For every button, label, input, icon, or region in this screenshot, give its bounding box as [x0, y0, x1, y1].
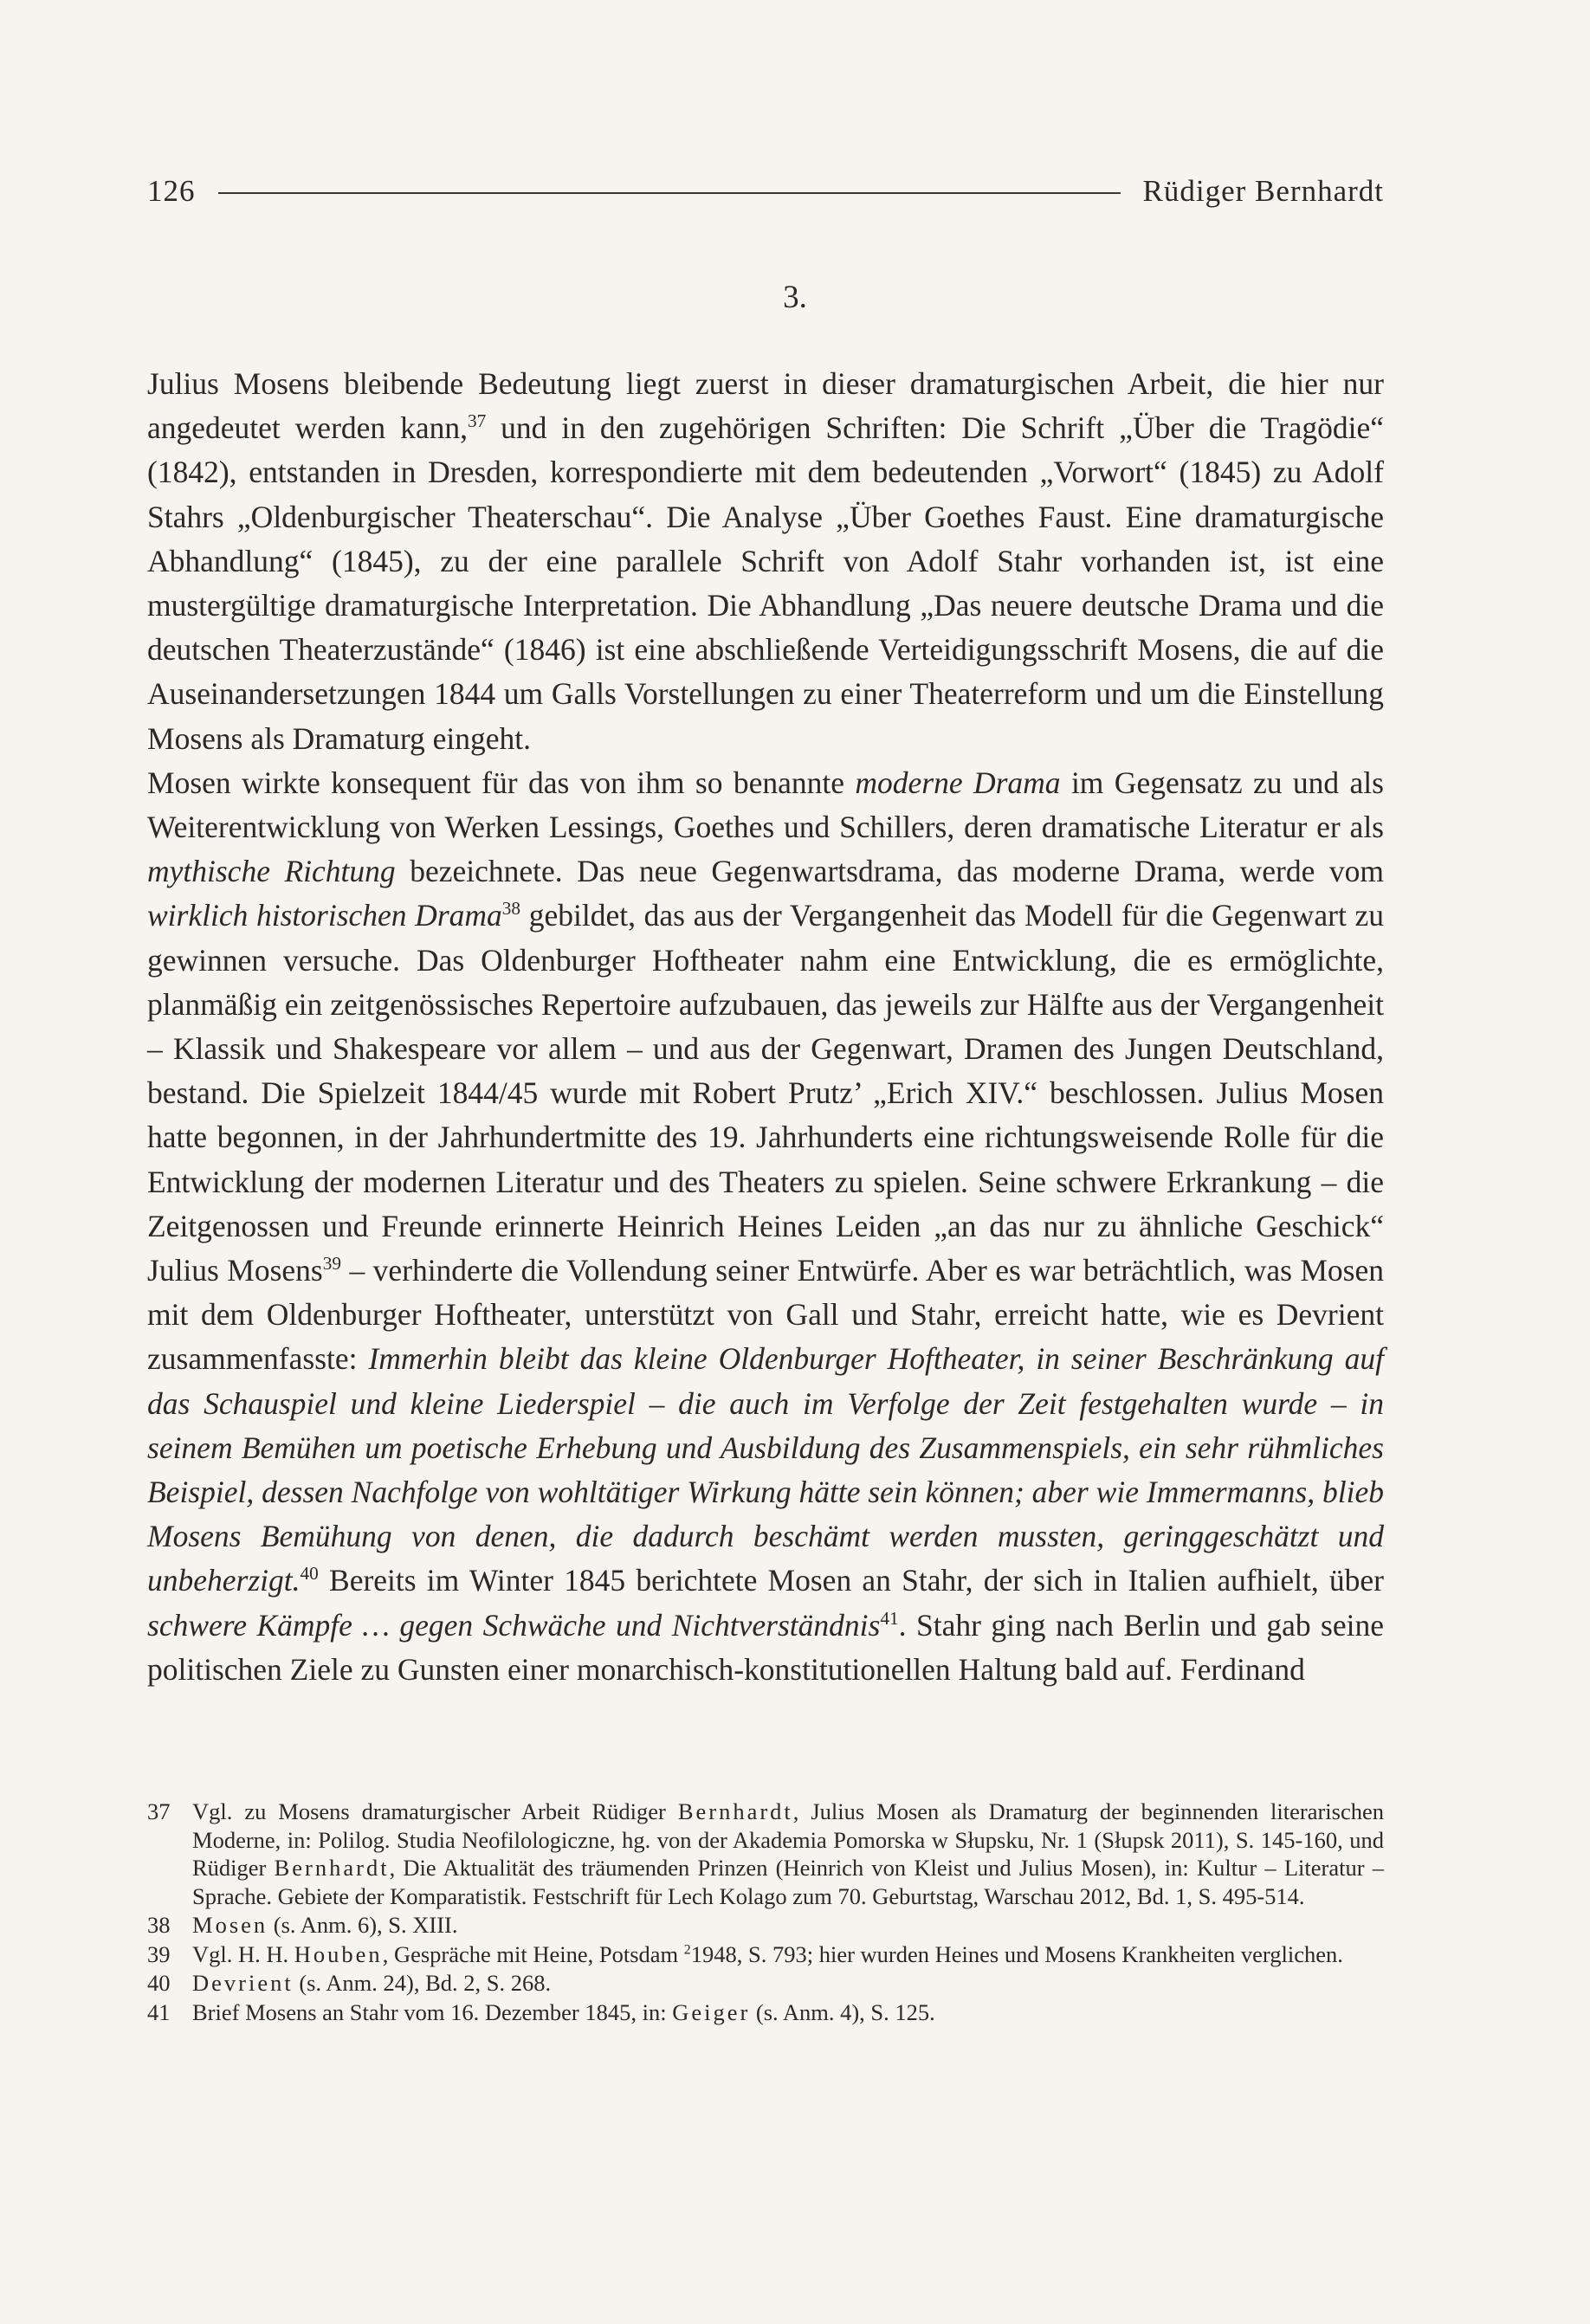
author-name: Devrient — [192, 1970, 294, 1996]
text-run: (s. Anm. 4), S. 125. — [750, 1998, 935, 2025]
text-run: Vgl. zu Mosens dramaturgischer Arbeit Rüdiger — [192, 1798, 678, 1824]
footnote-text — [192, 1798, 1384, 1910]
text-run: , Julius Mosen als Dramaturg der beginnenden literarischen Moderne, in: Polilog. Studia Neofilologiczne, hg. von der Akademia Pomorska w Słupsku, Nr. 1 (Słupsk 2011), S. 145-160, und Rüdiger — [192, 1798, 1384, 1881]
footnote-number: 39 — [147, 1940, 171, 1967]
footnote-ref: 40 — [300, 1563, 319, 1585]
text-run: Julius Mosens bleibende Bedeutung liegt zuerst in dieser dramaturgischen Arbeit, die hier nur angedeutet werden kann, — [147, 366, 1384, 446]
text-run: und in den zugehörigen Schriften: Die Schrift „Über die Tragödie“ (1842), entstanden in Dresden, korrespondierte mit dem bedeutenden „Vorwort“ (1845) zu Adolf Stahrs „Oldenburgischer Theaterschau“. Die Analyse „Über Goethes Faust. Eine dramaturgische Abhandlung“ (1845), zu der eine parallele Schrift von Adolf Stahr vorhanden ist, ist eine mustergültige dramaturgische Interpretation. Die Abhandlung „Das neuere deutsche Drama und die deutschen Theaterzustände“ (1846) ist eine abschließende Verteidigungsschrift Mosens, die auf die Auseinandersetzungen 1844 um Galls Vorstellungen zu einer Theaterreform und um die Einstellung Mosens als Dramaturg eingeht. — [147, 410, 1384, 756]
text-run: , Die Aktualität des träumenden Prinzen (Heinrich von Kleist und Julius Mosen), in: Kultur – Literatur – Sprache. Gebiete der Komparatistik. Festschrift für Lech Kolago zum 70. Geburtstag, Warschau 2012, Bd. 1, S. 495-514. — [192, 1855, 1385, 1909]
footnote-number: 38 — [147, 1912, 171, 1938]
footnote-number: 40 — [147, 1970, 171, 1996]
author-name: Bernhardt — [677, 1798, 793, 1824]
footnote-text — [192, 1940, 1384, 1969]
footnote-40 — [147, 1969, 1384, 1998]
author-name: Houben — [294, 1940, 383, 1967]
footnote-ref: 39 — [322, 1253, 342, 1275]
footnote-ref: 38 — [501, 898, 521, 920]
footnote-ref: 41 — [880, 1607, 899, 1629]
text-run: Vgl. H. H. — [192, 1940, 294, 1967]
edition-superscript: 2 — [683, 1941, 691, 1957]
page-number: 126 — [147, 174, 196, 208]
text-run: , Gespräche mit Heine, Potsdam — [382, 1940, 684, 1967]
section-number: 3. — [783, 280, 807, 315]
text-run: Brief Mosens an Stahr vom 16. Dezember 1845, in: — [192, 1998, 673, 2025]
footnote-number: 37 — [147, 1798, 171, 1824]
footnote-39 — [147, 1940, 1384, 1969]
running-header-author: Rüdiger Bernhardt — [1142, 174, 1384, 208]
text-run: – verhinderte die Vollendung seiner Entwürfe. Aber es war beträchtlich, was Mosen mit dem Oldenburger Hoftheater, unterstützt von Gall und Stahr, erreicht hatte, wie es Devrient zusammenfasste: — [147, 1253, 1384, 1377]
paragraph — [147, 362, 1384, 761]
author-name: Geiger — [672, 1998, 751, 2025]
footnote-text — [192, 1911, 1384, 1940]
author-name: Mosen — [192, 1912, 268, 1938]
text-run: (s. Anm. 6), S. XIII. — [268, 1912, 458, 1938]
paragraph — [147, 761, 1384, 1692]
italic-term: mythische Richtung — [147, 854, 396, 889]
text-run: (s. Anm. 24), Bd. 2, S. 268. — [293, 1970, 552, 1996]
text-run: gebildet, das aus der Vergangenheit das Modell für die Gegenwart zu gewinnen versuche. Das Oldenburger Hoftheater nahm eine Entwicklung, die es ermöglichte, planmäßig ein zeitgenössisches Repertoire aufzubauen, das jeweils zur Hälfte aus der Vergangenheit – Klassik und Shakespeare vor allem – und aus der Gegenwart, Dramen des Jungen Deutschland, bestand. Die Spielzeit 1844/45 wurde mit Robert Prutz’ „Erich XIV.“ beschlossen. Julius Mosen hatte begonnen, in der Jahrhundertmitte des 19. Jahrhunderts eine richtungsweisende Rolle für die Entwicklung der modernen Literatur und des Theaters zu spielen. Seine schwere Erkrankung – die Zeitgenossen und Freunde erinnerte Heinrich Heines Leiden „an das nur zu ähnliche Geschick“ Julius Mosens — [147, 898, 1385, 1288]
footnote-ref: 37 — [467, 410, 487, 432]
header-rule — [218, 192, 1121, 194]
text-run: . Stahr ging nach Berlin und gab seine politischen Ziele zu Gunsten einer monarchisch-konstitutionellen Haltung bald auf. Ferdinand — [147, 1607, 1384, 1687]
text-run: Bereits im Winter 1845 berichtete Mosen an Stahr, der sich in Italien aufhielt, über — [318, 1563, 1384, 1598]
footnote-text — [192, 1969, 1384, 1998]
italic-term: wirklich historischen Drama — [147, 898, 502, 933]
italic-quote: Immerhin bleibt das kleine Oldenburger Hoftheater, in seiner Beschränkung auf das Schauspiel und kleine Liederspiel – die auch im Verfolge der Zeit festgehalten wurde – in seinem Bemühen um poetische Erhebung und Ausbildung des Zusammenspiels, ein sehr rühmliches Beispiel, dessen Nachfolge von wohltätiger Wirkung hätte sein können; aber wie Immermanns, blieb Mosens Bemühung von denen, die dadurch beschämt werden mussten, geringgeschätzt und unbeherzigt. — [147, 1341, 1384, 1598]
text-run: Mosen wirkte konsequent für das von ihm so benannte — [147, 765, 856, 800]
footnote-number: 41 — [147, 1998, 171, 2025]
footnote-text — [192, 1998, 1384, 2027]
body-text — [147, 362, 1384, 1692]
footnote-41 — [147, 1998, 1384, 2027]
italic-term: moderne Drama — [855, 765, 1061, 800]
running-header — [147, 170, 1384, 213]
footnote-38 — [147, 1911, 1384, 1940]
text-run: im Gegensatz zu und als Weiterentwicklung von Werken Lessings, Goethes und Schillers, deren dramatische Literatur er als — [147, 765, 1384, 845]
text-run: 1948, S. 793; hier wurden Heines und Mosens Krankheiten verglichen. — [690, 1940, 1343, 1967]
footnotes — [147, 1798, 1384, 2027]
text-run: bezeichnete. Das neue Gegenwartsdrama, das moderne Drama, werde vom — [395, 854, 1384, 889]
footnote-37 — [147, 1798, 1384, 1910]
author-name: Bernhardt — [274, 1855, 390, 1881]
italic-quote: schwere Kämpfe … gegen Schwäche und Nichtverständnis — [147, 1607, 881, 1643]
